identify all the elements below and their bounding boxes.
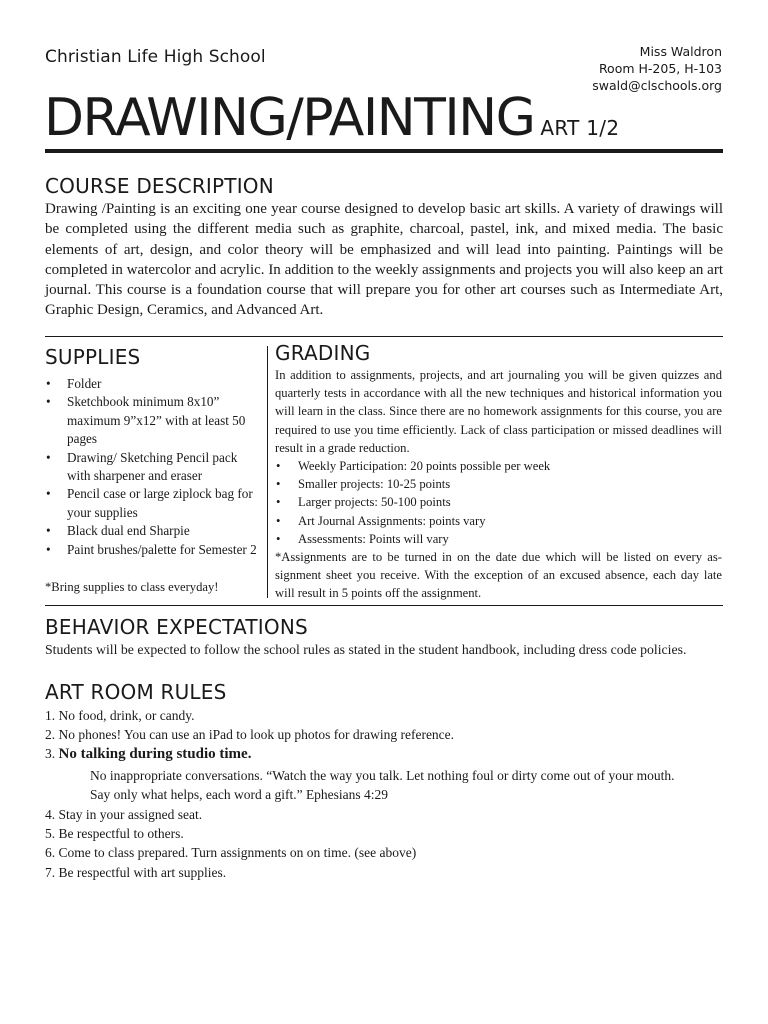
course-title: DRAWING/PAINTING	[44, 88, 535, 148]
column-divider	[267, 346, 268, 598]
rule-item: 2. No phones! You can use an iPad to look up photos for drawing reference.	[45, 727, 455, 743]
list-item: • Smaller projects: 10-25 points	[275, 475, 722, 493]
rule-item: 5. Be respectful to others.	[45, 826, 184, 842]
art-room-rules-heading: ART ROOM RULES	[45, 680, 227, 704]
list-item: • Larger projects: 50-100 points	[275, 493, 722, 511]
section-divider	[45, 605, 723, 606]
grading-heading: GRADING	[275, 341, 371, 365]
teacher-name: Miss Waldron	[639, 44, 722, 59]
grading-note: *Assignments are to be turned in on the date due which will be listed on every as-signment sheet you receive. With the exception of an excused absence, each day late will result in 5 points off the assignment.	[275, 550, 722, 601]
rule-emphasis: No talking during studio time.	[58, 746, 252, 763]
course-description-text: Drawing /Painting is an exciting one year course designed to develop basic art skills. A variety of drawings will be completed using the different media such as graphite, charcoal, pastel, ink, and mixed media. The basic elements of art, design, and color theory will be emphasized and will lead into painting. Paintings will be completed in watercolor and acrylic. In addition to the weekly assignments and projects you will also keep an art journal. This course is a foundation course that will prepare you for other art courses such as Intermediate Art, Graphic Design, Ceramics, and Advanced Art.	[45, 201, 723, 319]
course-subtitle: ART 1/2	[540, 116, 620, 140]
rule-item: 1. No food, drink, or candy.	[45, 708, 195, 723]
list-item: • Paint brushes/palette for Semester 2	[45, 541, 260, 559]
school-name: Christian Life High School	[45, 47, 266, 67]
list-item: • Assessments: Points will vary	[275, 530, 722, 548]
rule-item: 6. Come to class prepared. Turn assignments on on time. (see above)	[45, 845, 417, 861]
teacher-email: swald@clschools.org	[592, 78, 722, 93]
course-description-heading: COURSE DESCRIPTION	[45, 174, 274, 198]
grading-section	[275, 366, 722, 603]
rule-item: 4. Stay in your assigned seat.	[45, 807, 203, 823]
rule-item: 7. Be respectful with art supplies.	[45, 864, 227, 880]
list-item: • Folder	[45, 375, 260, 393]
behavior-text: Students will be expected to follow the school rules as stated in the student handbook, including dress code policies.	[45, 642, 687, 657]
grading-intro: In addition to assignments, projects, and art journaling you will be given quizzes and quarterly tests in accordance with all the new techniques and historical information you will learn in the class. Since there are no homework assignments for this course, you are required to use you time efficiently. Lack of class participation or missed deadlines will result in a grade reduction.	[275, 368, 722, 455]
supplies-heading: SUPPLIES	[45, 345, 141, 369]
title-row	[44, 86, 619, 150]
list-item: • Art Journal Assignments: points vary	[275, 512, 722, 530]
section-divider	[45, 336, 723, 337]
art-room-rules-list	[45, 706, 725, 882]
grading-list	[275, 457, 722, 548]
list-item: • Sketchbook minimum 8x10” maximum 9”x12” with at least 50 pages	[45, 393, 260, 448]
supplies-note: *Bring supplies to class everyday!	[45, 580, 219, 594]
rule-number: 3.	[45, 746, 59, 762]
behavior-heading: BEHAVIOR EXPECTATIONS	[45, 615, 308, 639]
title-divider	[45, 149, 723, 153]
list-item: • Pencil case or large ziplock bag for your supplies	[45, 485, 260, 522]
list-item: • Drawing/ Sketching Pencil pack with sharpener and eraser	[45, 449, 260, 486]
list-item: • Weekly Participation: 20 points possible per week	[275, 457, 722, 475]
room-number: Room H-205, H-103	[598, 61, 722, 76]
rule-item	[45, 744, 725, 764]
rule-detail: No inappropriate conversations. “Watch the way you talk. Let nothing foul or dirty come out of your mouth. Say only what helps, each word a gift.” Ephesians 4:29	[90, 767, 675, 802]
supplies-list	[45, 375, 260, 559]
list-item: • Black dual end Sharpie	[45, 522, 260, 540]
